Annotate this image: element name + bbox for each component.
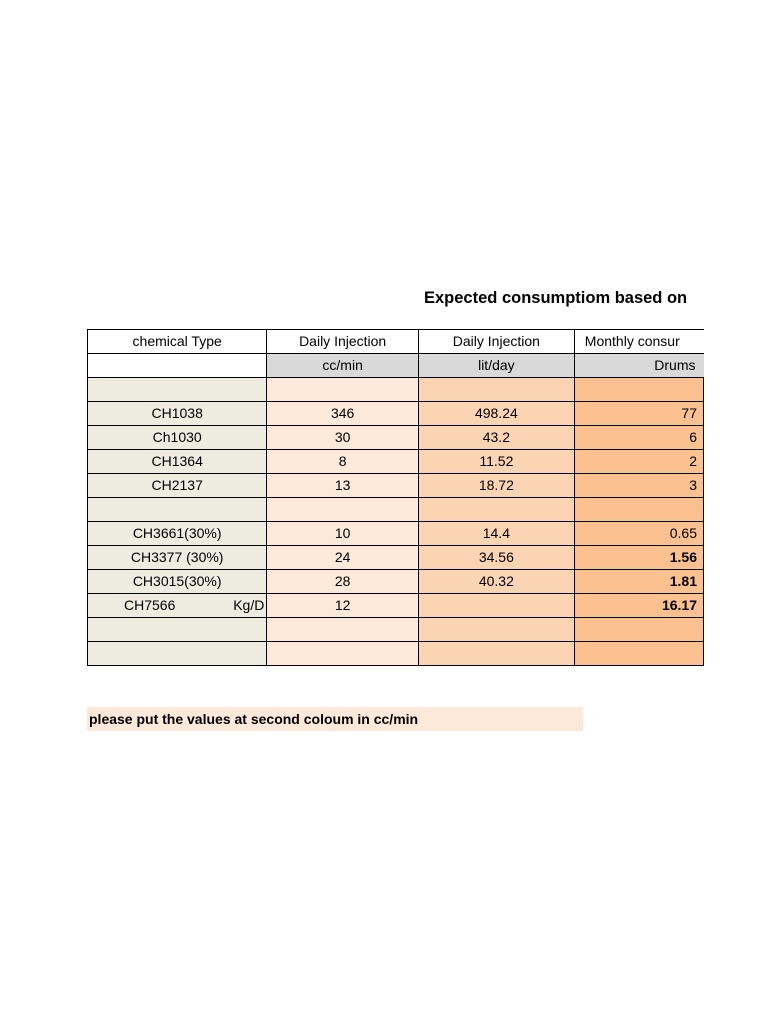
table-row xyxy=(88,594,704,618)
cell-drums[interactable] xyxy=(574,378,703,402)
table-row xyxy=(88,474,704,498)
chemical-unit: Kg/D xyxy=(233,597,265,613)
cell-lit-day[interactable]: 11.52 xyxy=(418,450,574,474)
consumption-table xyxy=(87,329,704,666)
cell-chemical[interactable]: CH3661(30%) xyxy=(88,522,267,546)
table-row xyxy=(88,522,704,546)
cell-chemical[interactable]: CH1038 xyxy=(88,402,267,426)
cell-chemical[interactable] xyxy=(88,378,267,402)
table-row xyxy=(88,402,704,426)
cell-cc-min[interactable]: 10 xyxy=(267,522,419,546)
header-chemical-type[interactable]: chemical Type xyxy=(88,330,267,354)
cell-lit-day[interactable] xyxy=(418,378,574,402)
table-row xyxy=(88,618,704,642)
cell-cc-min[interactable] xyxy=(267,642,419,666)
cell-cc-min[interactable] xyxy=(267,618,419,642)
cell-lit-day[interactable]: 18.72 xyxy=(418,474,574,498)
cell-drums[interactable]: 16.17 xyxy=(574,594,703,618)
cell-drums[interactable] xyxy=(574,642,703,666)
cell-drums[interactable]: 77 xyxy=(574,402,703,426)
table-row xyxy=(88,570,704,594)
cell-lit-day[interactable]: 14.4 xyxy=(418,522,574,546)
cell-chemical[interactable] xyxy=(88,642,267,666)
cell-lit-day[interactable] xyxy=(418,594,574,618)
cell-cc-min[interactable]: 13 xyxy=(267,474,419,498)
cell-cc-min[interactable] xyxy=(267,498,419,522)
cell-drums[interactable] xyxy=(574,618,703,642)
unit-chemical-type[interactable] xyxy=(88,354,267,378)
table-row xyxy=(88,498,704,522)
table-row xyxy=(88,546,704,570)
cell-chemical[interactable] xyxy=(88,498,267,522)
cell-cc-min[interactable]: 28 xyxy=(267,570,419,594)
header-daily-injection-lit[interactable]: Daily Injection xyxy=(418,330,574,354)
cell-cc-min[interactable]: 8 xyxy=(267,450,419,474)
unit-cc-min[interactable]: cc/min xyxy=(267,354,419,378)
cell-lit-day[interactable]: 43.2 xyxy=(418,426,574,450)
cell-lit-day[interactable]: 34.56 xyxy=(418,546,574,570)
cell-lit-day[interactable] xyxy=(418,618,574,642)
cell-lit-day[interactable] xyxy=(418,642,574,666)
cell-drums[interactable] xyxy=(574,498,703,522)
units-row xyxy=(88,354,704,378)
cell-lit-day[interactable]: 40.32 xyxy=(418,570,574,594)
cell-cc-min[interactable]: 30 xyxy=(267,426,419,450)
table-row xyxy=(88,450,704,474)
header-daily-injection-cc[interactable]: Daily Injection xyxy=(267,330,419,354)
instruction-note[interactable]: please put the values at second coloum in cc/min xyxy=(87,707,583,731)
cell-chemical[interactable] xyxy=(88,594,267,618)
table-row xyxy=(88,426,704,450)
cell-drums[interactable]: 2 xyxy=(574,450,703,474)
cell-chemical[interactable]: CH1364 xyxy=(88,450,267,474)
header-monthly-consumption[interactable]: Monthly consur xyxy=(574,330,703,354)
cell-chemical[interactable]: CH2137 xyxy=(88,474,267,498)
cell-cc-min[interactable]: 12 xyxy=(267,594,419,618)
cell-drums[interactable]: 0.65 xyxy=(574,522,703,546)
cell-chemical[interactable]: CH3377 (30%) xyxy=(88,546,267,570)
unit-lit-day[interactable]: lit/day xyxy=(418,354,574,378)
cell-lit-day[interactable]: 498.24 xyxy=(418,402,574,426)
chemical-name: CH7566 xyxy=(124,597,176,613)
cell-cc-min[interactable]: 24 xyxy=(267,546,419,570)
sheet-title: Expected consumptiom based on xyxy=(424,289,688,307)
cell-cc-min[interactable] xyxy=(267,378,419,402)
unit-drums[interactable]: Drums xyxy=(574,354,703,378)
cell-chemical[interactable] xyxy=(88,618,267,642)
table-row xyxy=(88,378,704,402)
cell-drums[interactable]: 1.81 xyxy=(574,570,703,594)
cell-cc-min[interactable]: 346 xyxy=(267,402,419,426)
cell-drums[interactable]: 1.56 xyxy=(574,546,703,570)
cell-chemical[interactable]: CH3015(30%) xyxy=(88,570,267,594)
header-row xyxy=(88,330,704,354)
table-row xyxy=(88,642,704,666)
cell-chemical[interactable]: Ch1030 xyxy=(88,426,267,450)
cell-lit-day[interactable] xyxy=(418,498,574,522)
cell-drums[interactable]: 3 xyxy=(574,474,703,498)
cell-drums[interactable]: 6 xyxy=(574,426,703,450)
